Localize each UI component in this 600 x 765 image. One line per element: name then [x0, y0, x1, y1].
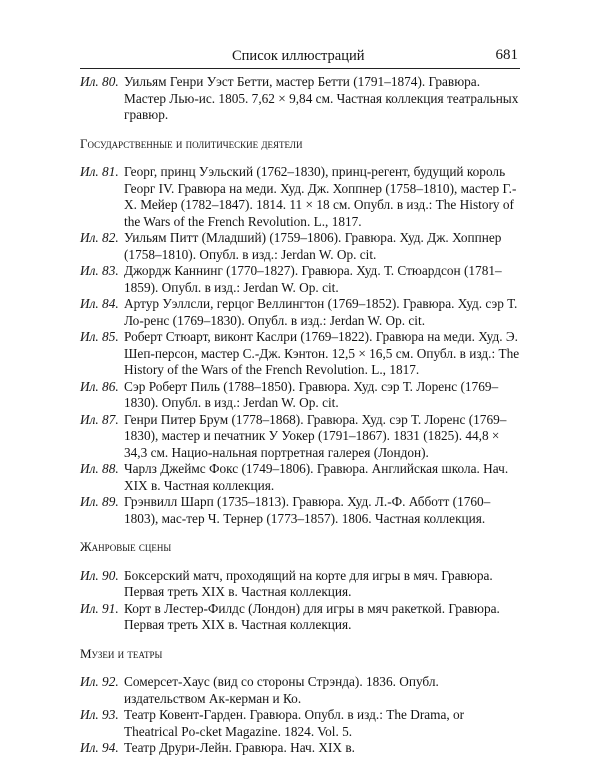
list-entry — [80, 707, 520, 740]
entry-text: Георг, принц Уэльский (1762–1830), принц-регент, будущий король Георг IV. Гравюра на меди. Худ. Дж. Хоппнер (1758–1810), мастер Г.-Х. Мейер (1782–1847). 1814. 11 × 18 см. Опубл. в изд.: The History of the Wars of the French Revolution. L., 1817. — [124, 164, 517, 229]
list-entry — [80, 674, 520, 707]
entry-text: Артур Уэллсли, герцог Веллингтон (1769–1852). Гравюра. Худ. сэр Т. Ло-ренс (1769–1830). Опубл. в изд.: Jerdan W. Op. cit. — [124, 296, 518, 328]
list-entry — [80, 164, 520, 230]
list-entry — [80, 263, 520, 296]
entry-text: Джордж Каннинг (1770–1827). Гравюра. Худ. Т. Стюардсон (1781–1859). Опубл. в изд.: Jerdan W. Op. cit. — [124, 263, 502, 295]
entry-label: Ил. 80. — [80, 74, 119, 89]
entry-label: Ил. 94. — [80, 740, 119, 755]
running-header — [80, 46, 520, 69]
entry-label: Ил. 90. — [80, 567, 119, 583]
entry-text: Сэр Роберт Пиль (1788–1850). Гравюра. Худ. сэр Т. Лоренс (1769–1830). Опубл. в изд.: Jerdan W. Op. cit. — [124, 378, 499, 410]
entry-label: Ил. 84. — [80, 296, 119, 311]
entry-text: Боксерский матч, проходящий на корте для игры в мяч. Гравюра. Первая треть XIX в. Частная коллекция. — [124, 567, 493, 599]
entry-text: Корт в Лестер-Филдс (Лондон) для игры в мяч ракеткой. Гравюра. Первая треть XIX в. Частная коллекция. — [124, 600, 500, 632]
entry-text: Роберт Стюарт, виконт Каслри (1769–1822). Гравюра на меди. Худ. Э. Шеп-персон, мастер С.-Дж. Кэнтон. 12,5 × 16,5 см. Опубл. в изд.: The History of the Wars of the French Revolution. L., 1817. — [124, 329, 520, 377]
entry-text: Генри Питер Брум (1778–1868). Гравюра. Худ. сэр Т. Лоренс (1769–1830), мастер и печатник У Уокер (1791–1867). 1831 (1825). 44,8 × 34,3 см. Нацио-нальная портретная галерея (Лондон). — [124, 411, 507, 460]
entry-label: Ил. 88. — [80, 461, 119, 476]
entry-label: Ил. 85. — [80, 329, 119, 344]
entry-label: Ил. 93. — [80, 707, 119, 722]
header-title: Список иллюстраций — [232, 48, 365, 64]
list-entry — [80, 601, 520, 634]
section-heading: Жанровые сцены — [80, 539, 172, 554]
entry-label: Ил. 83. — [80, 263, 119, 278]
entry-label: Ил. 91. — [80, 600, 119, 616]
entry-text: Сомерсет-Хаус (вид со стороны Стрэнда). 1836. Опубл. издательством Ак-керман и Ко. — [124, 674, 439, 706]
entry-text: Уильям Генри Уэст Бетти, мастер Бетти (1791–1874). Гравюра. Мастер Лью-ис. 1805. 7,62 × 9,84 см. Частная коллекция театральных гравюр. — [124, 74, 519, 122]
list-entry — [80, 379, 520, 412]
entry-text: Грэнвилл Шарп (1735–1813). Гравюра. Худ. Л.-Ф. Абботт (1760–1803), мас-тер Ч. Тернер (1773–1857). 1806. Частная коллекция. — [124, 494, 491, 526]
page-number: 681 — [495, 47, 518, 63]
list-entry — [80, 412, 520, 462]
entry-label: Ил. 86. — [80, 378, 119, 394]
entry-text: Театр Друри-Лейн. Гравюра. Нач. XIX в. — [124, 740, 355, 755]
entry-text: Чарлз Джеймс Фокс (1749–1806). Гравюра. Английская школа. Нач. XIX в. Частная коллекция. — [124, 461, 509, 493]
entry-text: Уильям Питт (Младший) (1759–1806). Гравюра. Худ. Дж. Хоппнер (1758–1810). Опубл. в изд.: Jerdan W. Op. cit. — [124, 230, 502, 262]
list-entry — [80, 461, 520, 494]
entry-label: Ил. 89. — [80, 494, 119, 509]
entry-label: Ил. 82. — [80, 230, 119, 245]
list-entry — [80, 740, 520, 757]
entry-text: Театр Ковент-Гарден. Гравюра. Опубл. в изд.: The Drama, or Theatrical Po-cket Magazine. 1824. Vol. 5. — [124, 707, 465, 739]
entry-label: Ил. 92. — [80, 674, 119, 689]
list-entry — [80, 329, 520, 379]
entry-label: Ил. 87. — [80, 411, 119, 427]
list-entry — [80, 296, 520, 329]
section-heading: Музеи и театры — [80, 645, 163, 661]
illustration-list — [80, 74, 520, 757]
list-entry — [80, 494, 520, 527]
list-entry — [80, 74, 520, 124]
list-entry — [80, 568, 520, 601]
section-heading: Государственные и политические деятели — [80, 135, 303, 151]
list-entry — [80, 230, 520, 263]
entry-label: Ил. 81. — [80, 164, 119, 179]
